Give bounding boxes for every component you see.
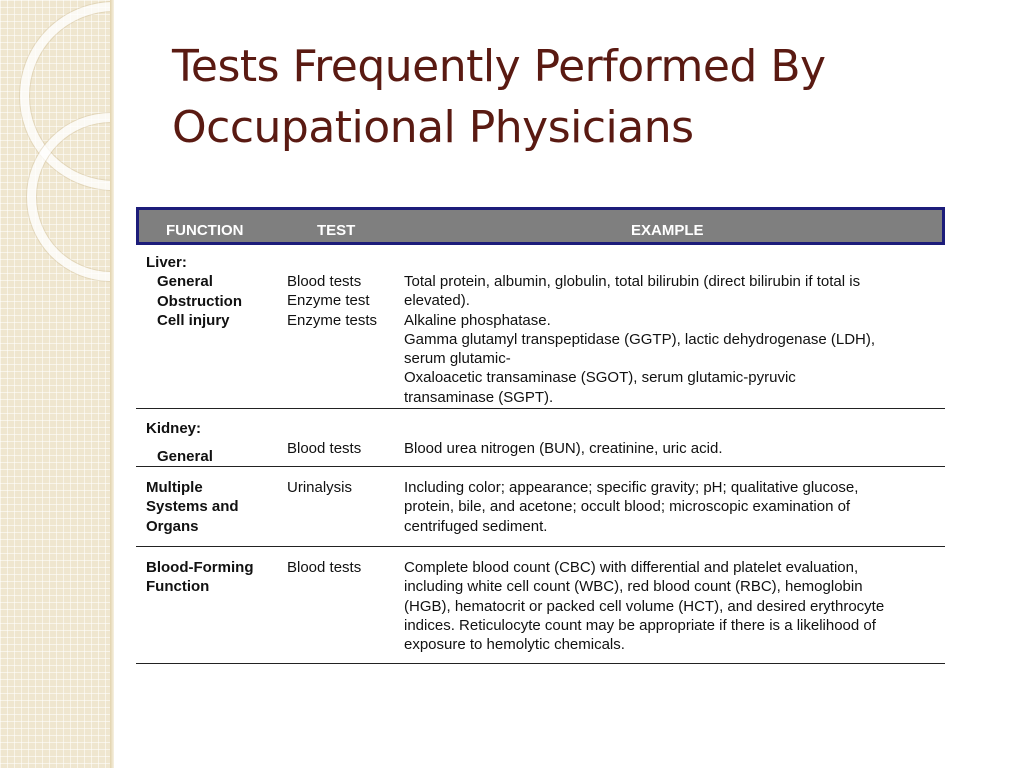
function-cell-multiple-systems (146, 478, 239, 536)
test-item: Enzyme test (287, 292, 370, 310)
example-line: exposure to hemolytic chemicals. (404, 636, 625, 654)
row-label-kidney: Kidney: (146, 420, 202, 437)
slide-title (172, 36, 992, 158)
example-line: (HGB), hematocrit or packed cell volume (HCT), and desired erythrocyte (404, 597, 885, 615)
example-line: elevated). (404, 292, 470, 310)
row-label-line: Function (146, 578, 210, 596)
function-general: General (157, 273, 213, 291)
row-label-liver: Liver: (146, 254, 187, 271)
function-cell-liver (146, 253, 242, 330)
test-item: Blood tests (287, 440, 362, 457)
header-test: TEST (317, 222, 356, 239)
example-line: Oxaloacetic transaminase (SGOT), serum glutamic-pyruvic (404, 369, 796, 387)
example-line: transaminase (SGPT). (404, 388, 554, 406)
function-cell-blood-forming (146, 558, 253, 597)
slide-title-line-1: Tests Frequently Performed By (172, 41, 826, 92)
decorative-sidebar (0, 0, 114, 768)
function-cell-injury: Cell injury (157, 311, 230, 329)
example-line: Gamma glutamyl transpeptidase (GGTP), lactic dehydrogenase (LDH), (404, 330, 876, 348)
example-cell-liver (404, 272, 939, 407)
example-line: centrifuged sediment. (404, 517, 548, 535)
sidebar-edge (110, 0, 114, 768)
example-line: Total protein, albumin, globulin, total bilirubin (direct bilirubin if total is (404, 273, 861, 290)
test-item: Blood tests (287, 273, 362, 290)
function-cell-kidney (146, 419, 213, 467)
test-cell-liver (287, 272, 377, 330)
table-row-blood-forming (136, 547, 945, 664)
row-label-line: Blood-Forming (146, 559, 254, 576)
example-cell-kidney (404, 439, 939, 458)
table-row-liver (136, 245, 945, 409)
test-cell-blood-forming (287, 558, 361, 577)
test-cell-kidney (287, 439, 361, 458)
function-general: General (157, 448, 213, 466)
test-item: Urinalysis (287, 479, 353, 496)
header-example: EXAMPLE (631, 222, 704, 239)
example-line: protein, bile, and acetone; occult blood; microscopic examination of (404, 498, 851, 516)
row-label-line: Multiple (146, 479, 203, 496)
example-line: serum glutamic- (404, 350, 511, 368)
header-function: FUNCTION (166, 222, 244, 239)
tests-table (136, 207, 945, 664)
example-cell-blood-forming (404, 558, 939, 654)
table-row-kidney (136, 409, 945, 467)
test-item: Enzyme tests (287, 311, 378, 329)
example-line: Blood urea nitrogen (BUN), creatinine, uric acid. (404, 440, 723, 457)
example-line: including white cell count (WBC), red blood count (RBC), hemoglobin (404, 578, 863, 596)
example-line: Complete blood count (CBC) with differential and platelet evaluation, (404, 559, 859, 576)
row-label-line: Systems and (146, 498, 239, 516)
slide-title-line-2: Occupational Physicians (172, 102, 694, 153)
example-line: Including color; appearance; specific gravity; pH; qualitative glucose, (404, 479, 859, 496)
row-label-line: Organs (146, 517, 199, 535)
test-item: Blood tests (287, 559, 362, 576)
test-cell-multiple-systems (287, 478, 352, 497)
example-line: Alkaline phosphatase. (404, 311, 551, 329)
example-cell-multiple-systems (404, 478, 939, 536)
example-line: indices. Reticulocyte count may be appropriate if there is a likelihood of (404, 616, 876, 634)
function-obstruction: Obstruction (157, 292, 242, 310)
table-header (136, 207, 945, 245)
table-row-multiple-systems (136, 467, 945, 547)
